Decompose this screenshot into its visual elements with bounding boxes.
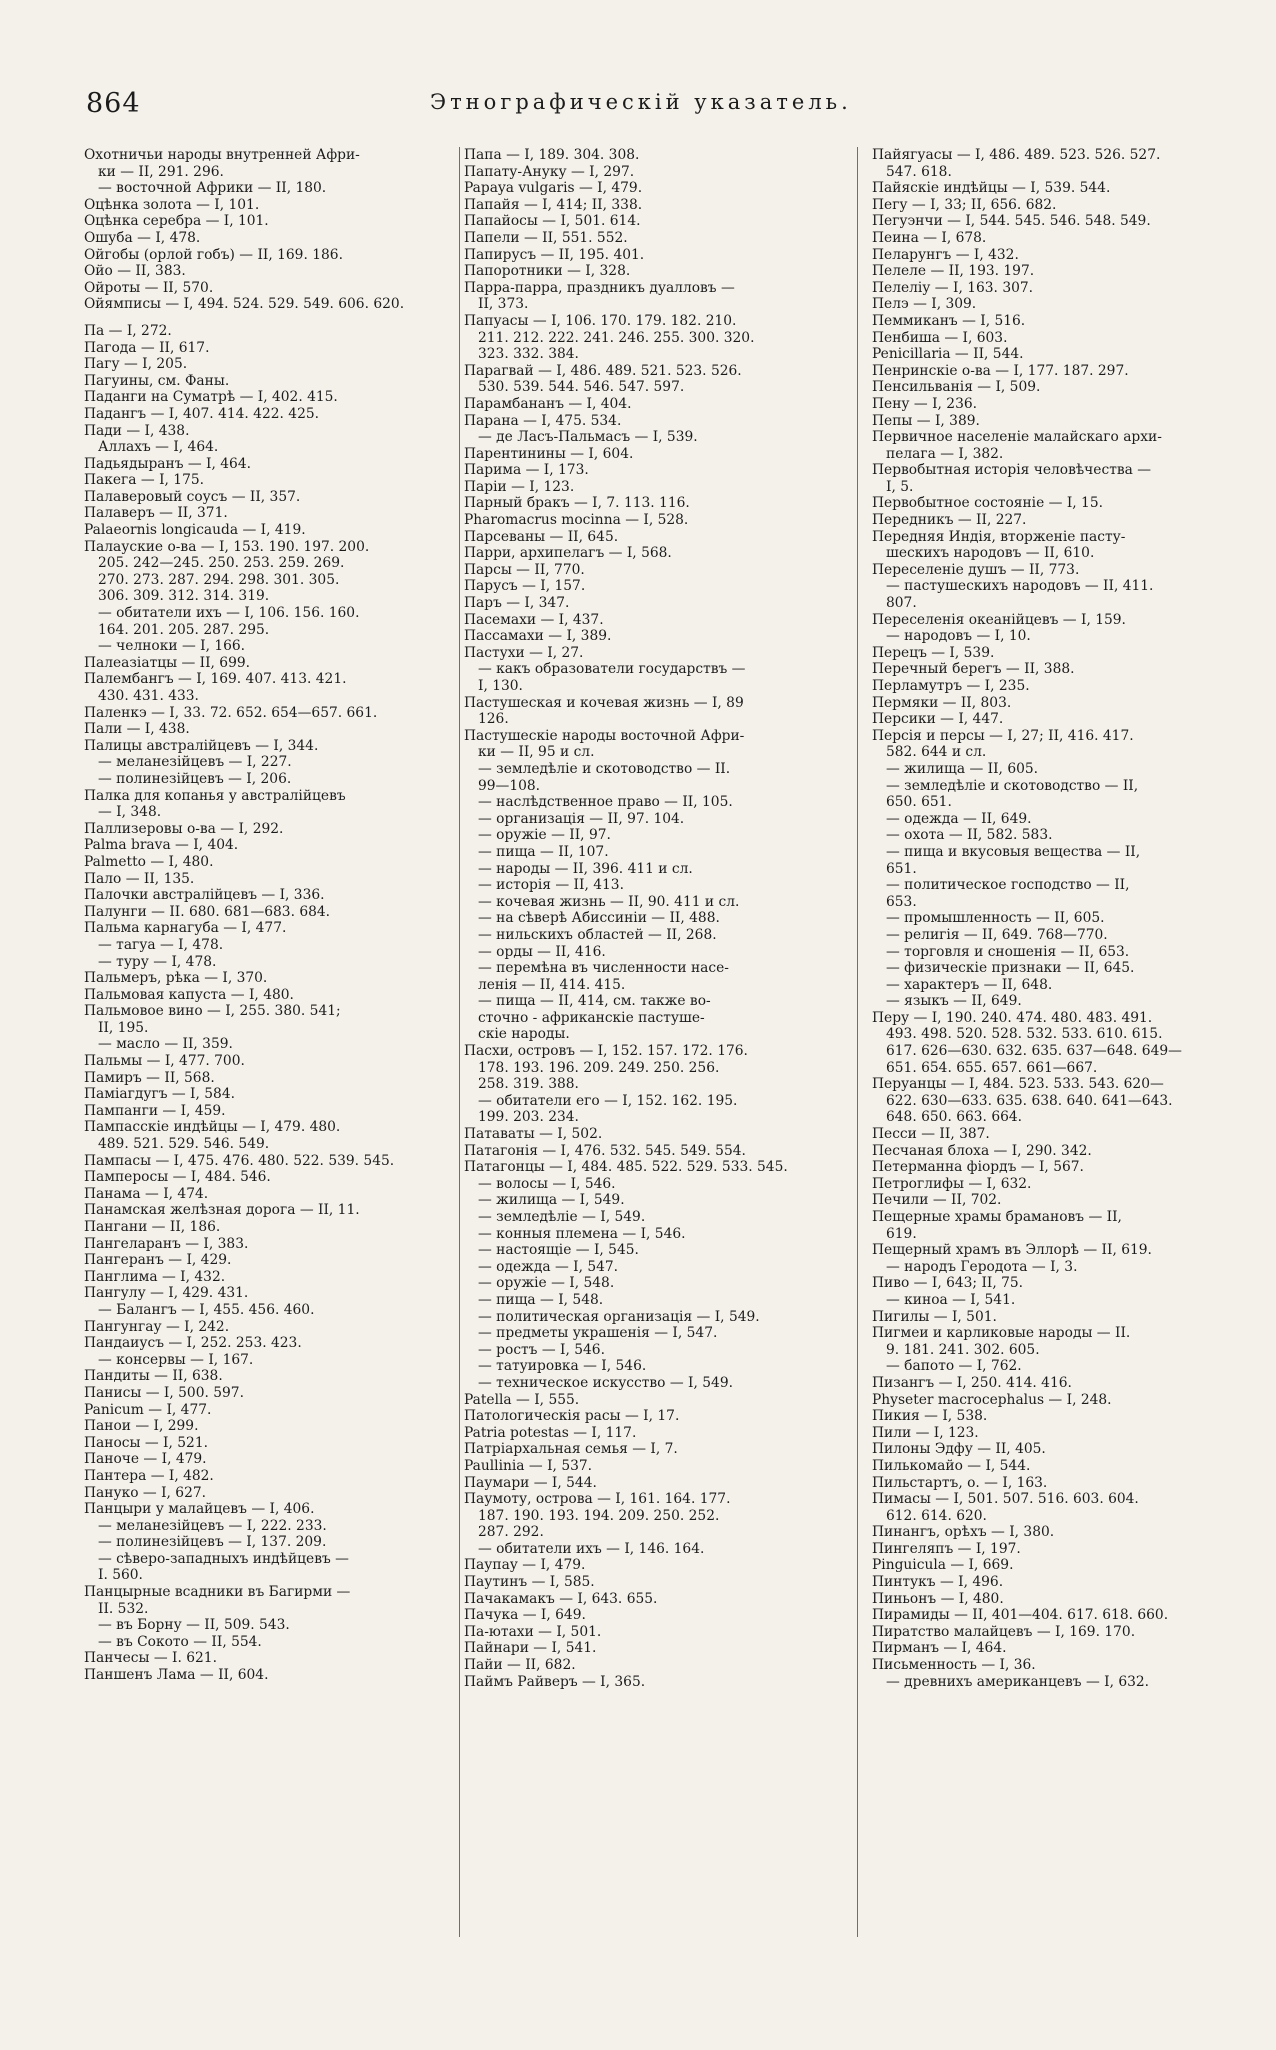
index-entry [84, 313, 454, 323]
index-entry: — ростъ — I, 546. [478, 1341, 605, 1358]
index-entry: Паумари — I, 544. [464, 1474, 597, 1491]
index-entry: 493. 498. 520. 528. 532. 533. 610. 615. [886, 1026, 1163, 1043]
index-entry: Палеазіатцы — II, 699. [84, 654, 251, 671]
index-entry: Palmetto — I, 480. [84, 853, 214, 870]
index-entry: Пандаиусъ — I, 252. 253. 423. [84, 1335, 302, 1352]
index-entry: — консервы — I, 167. [98, 1351, 254, 1368]
index-entry: — обитатели ихъ — I, 146. 164. [478, 1540, 705, 1557]
index-entry: 430. 431. 433. [98, 688, 199, 704]
index-entry: Пайнари — I, 541. [464, 1640, 597, 1657]
index-entry: Patella — I, 555. [464, 1391, 580, 1408]
index-entry: Оцѣнка серебра — I, 101. [84, 213, 269, 230]
index-entry: Падьядыранъ — I, 464. [84, 455, 251, 472]
index-entry: Пастухи — I, 27. [464, 644, 584, 661]
index-entry: Парный бракъ — I, 7. 113. 116. [464, 495, 690, 512]
index-entry: Парамбананъ — I, 404. [464, 395, 632, 412]
index-entry: Palaeornis longicauda — I, 419. [84, 522, 306, 539]
index-entry: Парсеваны — II, 645. [464, 528, 619, 545]
index-entry: Пампасскіе индѣйцы — I, 479. 480. [84, 1119, 341, 1136]
index-entry: Перечный берегъ — II, 388. [872, 661, 1075, 678]
index-entry: — какъ образователи государствъ — [478, 661, 746, 678]
index-entry: Pinguicula — I, 669. [872, 1557, 1014, 1574]
index-entry: Пегуэнчи — I, 544. 545. 546. 548. 549. [872, 213, 1151, 230]
index-entry: Пенсильванія — I, 509. [872, 379, 1041, 396]
index-entry: Пещерный храмъ въ Эллорѣ — II, 619. [872, 1242, 1152, 1259]
index-entry: — восточной Африки — II, 180. [98, 180, 327, 197]
index-entry: Паумоту, острова — I, 161. 164. 177. [464, 1491, 731, 1508]
index-entry: Пангулу — I, 429. 431. [84, 1285, 249, 1302]
index-entry: Песси — II, 387. [872, 1126, 990, 1143]
index-entry: Пагуины, см. Фаны. [84, 372, 230, 389]
index-entry: Персія и персы — I, 27; II, 416. 417. [872, 727, 1134, 744]
index-entry: скіе народы. [478, 1026, 570, 1043]
index-entry: Papaya vulgaris — I, 479. [464, 180, 643, 197]
index-entry: — жилища — I, 549. [478, 1192, 625, 1209]
index-entry: Патагонія — I, 476. 532. 545. 549. 554. [464, 1142, 746, 1159]
index-entry: Парана — I, 475. 534. [464, 412, 622, 429]
index-entry: Палаверовый соусъ — II, 357. [84, 488, 301, 505]
index-entry: Пиво — I, 643; II, 75. [872, 1275, 1024, 1292]
index-entry: Patria potestas — I, 117. [464, 1424, 637, 1441]
index-entry: Палембангъ — I, 169. 407. 413. 421. [84, 671, 347, 688]
index-entry: — тагуа — I, 478. [98, 936, 224, 953]
index-entry: 619. [886, 1225, 917, 1242]
index-entry: Пачука — I, 649. [464, 1607, 586, 1624]
index-entry: Пену — I, 236. [872, 395, 978, 412]
index-entry: Пайягуасы — I, 486. 489. 523. 526. 527. [872, 147, 1161, 163]
index-entry: 650. 651. [886, 794, 952, 811]
index-entry: — языкъ — II, 649. [886, 993, 1022, 1010]
index-entry: Аллахъ — I, 464. [98, 439, 219, 456]
index-entry: Пайяскіе индѣйцы — I, 539. 544. [872, 180, 1111, 197]
index-entry: Папату-Ануку — I, 297. [464, 163, 635, 180]
index-entry: Пантера — I, 482. [84, 1467, 214, 1484]
index-entry: Пальмы — I, 477. 700. [84, 1053, 245, 1070]
index-entry: Пигмеи и карликовые народы — II. [872, 1325, 1131, 1342]
index-entry: Пампероcы — I, 484. 546. [84, 1169, 271, 1186]
index-entry: — орды — II, 416. [478, 943, 606, 960]
index-entry: Пинтукъ — I, 496. [872, 1574, 1004, 1591]
index-entry: Пальма карнагуба — I, 477. [84, 920, 287, 937]
index-entry: — сѣверо-западныхъ индѣйцевъ — [98, 1550, 349, 1567]
index-entry: 211. 212. 222. 241. 246. 255. 300. 320. [478, 329, 755, 346]
index-entry: — конныя племена — I, 546. [478, 1225, 686, 1242]
index-entry: Пелеліу — I, 163. 307. [872, 279, 1034, 296]
index-entry: Парима — I, 173. [464, 462, 589, 479]
index-entry: — народовъ — I, 10. [886, 628, 1031, 645]
index-entry: Пастушеская и кочевая жизнь — I, 89 [464, 694, 744, 711]
index-entry: 323. 332. 384. [478, 346, 579, 363]
index-entry: Паміагдугъ — I, 584. [84, 1086, 235, 1103]
index-entry: — наслѣдственное право — II, 105. [478, 794, 733, 811]
index-entry: — киноа — I, 541. [886, 1291, 1016, 1308]
index-entry: 187. 190. 193. 194. 209. 250. 252. [478, 1507, 720, 1524]
index-entry: Пакега — I, 175. [84, 472, 205, 489]
index-entry: — на сѣверѣ Абиссиніи — II, 488. [478, 910, 720, 927]
index-entry: — охота — II, 582. 583. [886, 827, 1053, 844]
index-entry: Пандиты — II, 638. [84, 1368, 223, 1385]
index-entry: 530. 539. 544. 546. 547. 597. [478, 379, 685, 396]
index-entry: Пильстартъ, о. — I, 163. [872, 1474, 1048, 1491]
index-entry: — кочевая жизнь — II, 90. 411 и сл. [478, 893, 740, 910]
index-entry: — одежда — I, 547. [478, 1258, 619, 1275]
index-entry: Папоротники — I, 328. [464, 263, 631, 280]
index-entry: 653. [886, 893, 917, 910]
index-entry: Паутинъ — I, 585. [464, 1574, 595, 1591]
index-entry: Паноче — I, 479. [84, 1451, 207, 1468]
index-entry: — обитатели ихъ — I, 106. 156. 160. [98, 605, 360, 622]
index-entry: — де Ласъ-Пальмасъ — I, 539. [478, 429, 698, 446]
index-entry: Пагу — I, 205. [84, 356, 188, 373]
index-entry: Пампанги — I, 459. [84, 1102, 226, 1119]
index-entry: Пирамиды — II, 401—404. 617. 618. 660. [872, 1607, 1169, 1624]
index-entry: Паданги на Суматрѣ — I, 402. 415. [84, 389, 338, 406]
index-entry: Паншенъ Лама — II, 604. [84, 1667, 269, 1684]
index-entry: Палочки австралійцевъ — I, 336. [84, 887, 325, 904]
index-entry: Паленкэ — I, 33. 72. 652. 654—657. 661. [84, 704, 378, 721]
index-entry: — въ Сокото — II, 554. [98, 1633, 262, 1650]
index-entry: Первобытная исторія человѣчества — [872, 462, 1151, 479]
index-entry: ки — II, 95 и сл. [478, 744, 595, 761]
index-entry: Пангеларанъ — I, 383. [84, 1235, 249, 1252]
index-entry: — масло — II, 359. [98, 1036, 233, 1053]
index-entry: Палунги — II. 680. 681—683. 684. [84, 903, 331, 920]
index-entry: Паллизеровы о-ва — I, 292. [84, 820, 284, 837]
index-entry: Пеларунгъ — I, 432. [872, 246, 1019, 263]
index-entry: Пайи — II, 682. [464, 1657, 576, 1674]
index-entry: Передникъ — II, 227. [872, 512, 1027, 529]
index-entry: — обитатели его — I, 152. 162. 195. [478, 1092, 738, 1109]
index-entry: шескихъ народовъ — II, 610. [886, 545, 1095, 562]
index-entry: Physeter macrocephalus — I, 248. [872, 1391, 1112, 1408]
index-entry: Палаверъ — II, 371. [84, 505, 228, 522]
index-entry: — народъ Геродота — I, 3. [886, 1258, 1078, 1275]
index-entry: Панама — I, 474. [84, 1185, 209, 1202]
index-entry: 126. [478, 711, 509, 728]
index-entry: Пальмеръ, рѣка — I, 370. [84, 970, 268, 987]
index-entry: Переселеніе душъ — II, 773. [872, 561, 1080, 578]
index-entry: ки — II, 291. 296. [98, 163, 224, 180]
index-entry: — организація — II, 97. 104. [478, 810, 685, 827]
index-entry: Паймъ Райверъ — I, 365. [464, 1673, 646, 1690]
index-entry: — характеръ — II, 648. [886, 976, 1053, 993]
index-entry: II. 532. [98, 1600, 149, 1617]
index-entry: Пасхи, островъ — I, 152. 157. 172. 176. [464, 1043, 748, 1060]
index-entry: ленія — II, 414. 415. [478, 976, 626, 993]
index-entry: Пасемахи — I, 437. [464, 611, 604, 628]
index-entry: — религія — II, 649. 768—770. [886, 926, 1108, 943]
index-entry: Петерманна фіордъ — I, 567. [872, 1159, 1084, 1176]
index-entry: Печили — II, 702. [872, 1192, 1002, 1209]
index-entry: Па-ютахи — I, 501. [464, 1623, 602, 1640]
index-entry: Первичное населеніе малайскаго архи- [872, 429, 1162, 446]
index-entry: Первобытное состояніе — I, 15. [872, 495, 1103, 512]
index-entry: Пингеляпъ — I, 197. [872, 1540, 1021, 1557]
index-entry: Парри, архипелагъ — I, 568. [464, 545, 672, 562]
index-entry: 651. [886, 860, 917, 877]
index-entry: Паръ — I, 347. [464, 595, 570, 612]
index-entry: Панглима — I, 432. [84, 1268, 226, 1285]
index-entry: 807. [886, 595, 917, 612]
index-entry: 178. 193. 196. 209. 249. 250. 256. [478, 1059, 720, 1076]
index-entry: Панцыри у малайцевъ — I, 406. [84, 1501, 315, 1518]
index-entry: 199. 203. 234. [478, 1109, 579, 1126]
index-entry: 164. 201. 205. 287. 295. [98, 621, 270, 638]
index-entry: Пассамахи — I, 389. [464, 628, 612, 645]
index-entry: Пилоны Эдфу — II, 405. [872, 1441, 1046, 1458]
index-entry: Передняя Индія, вторженіе пасту- [872, 528, 1126, 545]
index-entry: Палка для копанья у австралійцевъ [84, 787, 346, 804]
index-entry: 270. 273. 287. 294. 298. 301. 305. [98, 571, 340, 588]
index-entry: Пиратство малайцевъ — I, 169. 170. [872, 1623, 1136, 1640]
index-entry: Па — I, 272. [84, 322, 172, 339]
column-divider [459, 147, 460, 1937]
index-entry: Панчесы — I. 621. [84, 1650, 217, 1667]
index-entry: Пинангъ, орѣхъ — I, 380. [872, 1524, 1055, 1541]
index-entry: Пали — I, 438. [84, 721, 190, 738]
index-entry: 617. 626—630. 632. 635. 637—648. 649— [886, 1043, 1182, 1060]
index-entry: Паріи — I, 123. [464, 478, 575, 495]
index-entry: — оружіе — I, 548. [478, 1275, 615, 1292]
index-entry: — одежда — II, 649. [886, 810, 1032, 827]
index-entry: Пампасы — I, 475. 476. 480. 522. 539. 545. [84, 1152, 395, 1169]
index-entry: I. 560. [98, 1567, 143, 1584]
index-entry: — оружіе — II, 97. [478, 827, 611, 844]
index-entry: Пастушескіе народы восточной Афри- [464, 727, 745, 744]
index-entry: Ошуба — I, 478. [84, 229, 201, 246]
index-entry: Панои — I, 299. [84, 1418, 199, 1435]
index-entry: — бапото — I, 762. [886, 1358, 1022, 1375]
index-entry: Панисы — I, 500. 597. [84, 1384, 244, 1401]
index-entry: Палицы австралійцевъ — I, 344. [84, 737, 319, 754]
index-entry: — физическіе признаки — II, 645. [886, 960, 1135, 977]
index-entry: Панамская желѣзная дорога — II, 11. [84, 1202, 360, 1219]
index-entry: — Балангъ — I, 455. 456. 460. [98, 1301, 315, 1318]
index-entry: Папа — I, 189. 304. 308. [464, 147, 640, 163]
index-entry: — политическое господство — II, [886, 877, 1130, 894]
index-entry: Персики — I, 447. [872, 711, 1004, 728]
index-entry: II, 195. [98, 1019, 149, 1036]
index-entry: — перемѣна въ численности насе- [478, 960, 729, 977]
index-entry: — пища — I, 548. [478, 1291, 604, 1308]
index-entry: сточно - африканскіе пастуше- [478, 1009, 705, 1026]
index-entry: 258. 319. 388. [478, 1076, 579, 1093]
index-entry: — жилища — II, 605. [886, 760, 1039, 777]
index-entry: Парагвай — I, 486. 489. 521. 523. 526. [464, 362, 742, 379]
index-entry: Penicillaria — II, 544. [872, 346, 1024, 363]
index-entry: Пади — I, 438. [84, 422, 190, 439]
index-entry: Пегу — I, 33; II, 656. 682. [872, 196, 1057, 213]
index-entry: — техническое искусство — I, 549. [478, 1374, 733, 1391]
index-entry: Пили — I, 123. [872, 1424, 979, 1441]
index-entry: Патологическія расы — I, 17. [464, 1408, 680, 1425]
index-entry: Парра-парра, праздникъ дуалловъ — [464, 279, 735, 296]
index-entry: — меланезійцевъ — I, 222. 233. [98, 1517, 327, 1534]
index-entry: Панцырные всадники въ Багирми — [84, 1584, 351, 1601]
index-entry: — пища и вкусовыя вещества — II, [886, 843, 1141, 860]
index-entry: 99—108. [478, 777, 541, 794]
index-entry: Пилькомайо — I, 544. [872, 1457, 1031, 1474]
index-entry: Пангеранъ — I, 429. [84, 1252, 232, 1269]
index-entry: Panicum — I, 477. [84, 1401, 212, 1418]
index-entry: — туру — I, 478. [98, 953, 217, 970]
index-entry: — челноки — I, 166. [98, 638, 246, 655]
index-entry: Пирманъ — I, 464. [872, 1640, 1007, 1657]
index-entry: Папуасы — I, 106. 170. 179. 182. 210. [464, 312, 737, 329]
index-entry: 205. 242—245. 250. 253. 259. 269. [98, 555, 345, 572]
index-entry: Песчаная блоха — I, 290. 342. [872, 1142, 1092, 1159]
index-entry: Перламутръ — I, 235. [872, 678, 1030, 694]
index-entry: 612. 614. 620. [886, 1507, 987, 1524]
index-entry: — волосы — I, 546. [478, 1175, 616, 1192]
index-entry: Пануко — I, 627. [84, 1484, 207, 1501]
index-entry: 547. 618. [886, 163, 952, 180]
index-entry: Ойроты — II, 570. [84, 279, 214, 296]
index-entry: I, 130. [478, 678, 523, 694]
index-entry: 648. 650. 663. 664. [886, 1109, 1023, 1126]
index-entry: Ойямписы — I, 494. 524. 529. 549. 606. 620. [84, 296, 405, 313]
index-entry: I, 5. [886, 478, 914, 495]
index-entry: — политическая организація — I, 549. [478, 1308, 760, 1325]
index-entry: пелага — I, 382. [886, 445, 1004, 462]
index-entry: — пища — II, 107. [478, 843, 609, 860]
column-divider [857, 147, 858, 1937]
index-entry: Пачакамакъ — I, 643. 655. [464, 1590, 658, 1607]
index-entry: Пимасы — I, 501. 507. 516. 603. 604. [872, 1491, 1139, 1508]
index-entry: 489. 521. 529. 546. 549. [98, 1136, 270, 1153]
index-entry: Папайя — I, 414; II, 338. [464, 196, 643, 213]
index-entry: — меланезійцевъ — I, 227. [98, 754, 292, 771]
index-entry: — предметы украшенія — I, 547. [478, 1325, 718, 1342]
index-entry: Пелэ — I, 309. [872, 296, 977, 313]
index-entry: Пикия — I, 538. [872, 1408, 988, 1425]
index-entry: — земледѣліе и скотоводство — II. [478, 760, 731, 777]
index-entry: Паносы — I, 521. [84, 1434, 208, 1451]
index-entry: Оцѣнка золота — I, 101. [84, 196, 260, 213]
index-entry: Переселенія океанійцевъ — I, 159. [872, 611, 1126, 628]
index-entry: Паупау — I, 479. [464, 1557, 586, 1574]
index-entry: Ойгобы (орлой гобъ) — II, 169. 186. [84, 246, 343, 263]
index-entry: Пизангъ — I, 250. 414. 416. [872, 1374, 1072, 1391]
index-entry: Перу — I, 190. 240. 474. 480. 483. 491. [872, 1009, 1153, 1026]
index-entry: — земледѣліе — I, 549. [478, 1209, 646, 1225]
index-entry: Пенринскіе о-ва — I, 177. 187. 297. [872, 362, 1129, 379]
page-number: 864 [86, 88, 141, 119]
index-entry: — татуировка — I, 546. [478, 1358, 647, 1375]
index-entry: Памиръ — II, 568. [84, 1069, 215, 1086]
index-entry: 582. 644 и сл. [886, 744, 987, 761]
index-entry: Пангани — II, 186. [84, 1219, 221, 1235]
index-entry: Ойо — II, 383. [84, 263, 186, 280]
index-entry: Папели — II, 551. 552. [464, 229, 628, 246]
index-entry: Пеммиканъ — I, 516. [872, 312, 1026, 329]
index-entry: Патаваты — I, 502. [464, 1126, 603, 1143]
index-entry: 622. 630—633. 635. 638. 640. 641—643. [886, 1092, 1173, 1109]
index-entry: Падангъ — I, 407. 414. 422. 425. [84, 405, 320, 422]
index-entry: Пальмовая капуста — I, 480. [84, 986, 294, 1003]
index-entry: Pharomacrus mocinna — I, 528. [464, 512, 689, 529]
index-entry: — пастушескихъ народовъ — II, 411. [886, 578, 1154, 595]
index-entry: 306. 309. 312. 314. 319. [98, 588, 270, 605]
index-entry: — пища — II, 414, см. также во- [478, 993, 711, 1010]
index-entry: Пеина — I, 678. [872, 229, 987, 246]
running-head: Этнографическій указатель. [430, 90, 852, 114]
index-entry: — земледѣліе и скотоводство — II, [886, 777, 1139, 794]
index-entry: II, 373. [478, 296, 529, 313]
index-entry: Петроглифы — I, 632. [872, 1175, 1032, 1192]
index-entry: Paullinia — I, 537. [464, 1457, 593, 1474]
index-column-1 [84, 147, 454, 1684]
index-entry: — исторія — II, 413. [478, 877, 624, 894]
index-entry: Пангунгау — I, 242. [84, 1318, 230, 1335]
index-entry: — полинезійцевъ — I, 206. [98, 770, 292, 787]
index-entry: — торговля и сношенія — II, 653. [886, 943, 1130, 960]
index-entry: Пигилы — I, 501. [872, 1308, 997, 1325]
index-entry: Папирусъ — II, 195. 401. [464, 246, 645, 263]
index-entry: Пелеле — II, 193. 197. [872, 263, 1035, 280]
index-entry: — нильскихъ областей — II, 268. [478, 926, 717, 943]
index-entry: Пермяки — II, 803. [872, 694, 1012, 711]
index-entry: Palma brava — I, 404. [84, 837, 239, 854]
index-entry: Парсы — II, 770. [464, 561, 585, 578]
index-entry: — I, 348. [98, 804, 162, 821]
index-entry: Пагода — II, 617. [84, 339, 210, 356]
index-entry: 287. 292. [478, 1524, 544, 1541]
index-entry: Пенбиша — I, 603. [872, 329, 1008, 346]
index-entry: — народы — II, 396. 411 и сл. [478, 860, 693, 877]
index-entry: Папайосы — I, 501. 614. [464, 213, 641, 230]
index-column-3 [872, 147, 1242, 1690]
index-entry: — настоящіе — I, 545. [478, 1242, 639, 1259]
index-entry: Патріархальная семья — I, 7. [464, 1441, 678, 1458]
index-entry: Перецъ — I, 539. [872, 644, 995, 661]
index-entry: Перуанцы — I, 484. 523. 533. 543. 620— [872, 1076, 1164, 1093]
index-entry: — въ Борну — II, 509. 543. [98, 1617, 290, 1634]
index-entry: Охотничьи народы внутренней Афри- [84, 147, 360, 163]
index-entry: Палауские о-ва — I, 153. 190. 197. 200. [84, 538, 370, 555]
index-entry: Пальмовое вино — I, 255. 380. 541; [84, 1003, 341, 1020]
index-entry: 9. 181. 241. 302. 605. [886, 1341, 1040, 1358]
index-entry: — полинезійцевъ — I, 137. 209. [98, 1534, 327, 1551]
index-entry: Пало — II, 135. [84, 870, 195, 887]
index-column-2 [464, 147, 844, 1690]
index-entry: — промышленность — II, 605. [886, 910, 1105, 927]
index-entry: Пиньонъ — I, 480. [872, 1590, 1004, 1607]
index-entry: Парентинины — I, 604. [464, 445, 634, 462]
index-entry: Пепы — I, 389. [872, 412, 980, 429]
index-entry: — древнихъ американцевъ — I, 632. [886, 1673, 1150, 1690]
index-entry: Парусъ — I, 157. [464, 578, 586, 595]
index-entry: Письменность — I, 36. [872, 1657, 1036, 1674]
index-entry: 651. 654. 655. 657. 661—667. [886, 1059, 1098, 1076]
index-entry: Патагонцы — I, 484. 485. 522. 529. 533. 545. [464, 1159, 788, 1176]
index-entry: Пещерные храмы брамановъ — II, [872, 1209, 1122, 1225]
